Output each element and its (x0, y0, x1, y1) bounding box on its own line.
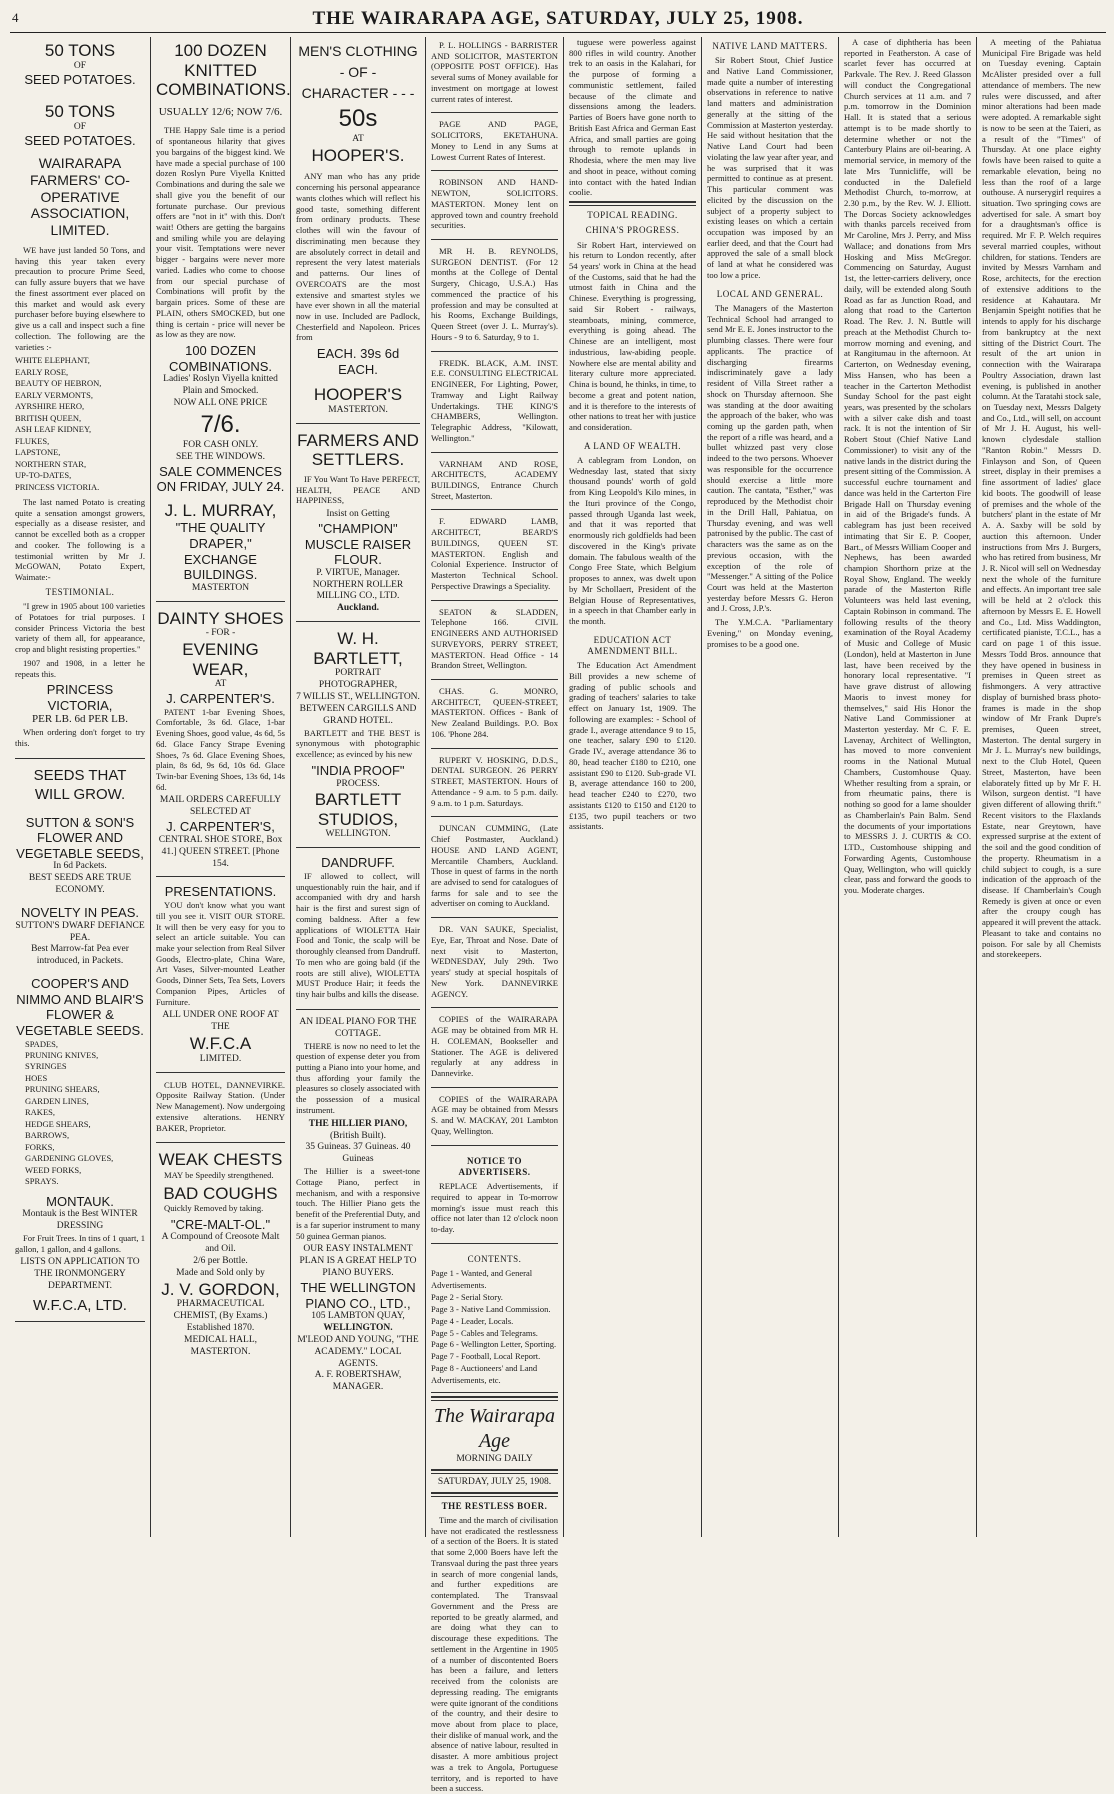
column-3 (290, 37, 425, 1537)
carpenters-name-2: J. CARPENTER'S, (166, 819, 275, 835)
all-under-one-roof: ALL UNDER ONE ROOF AT THE (162, 1010, 279, 1033)
tool-item: SYRINGES (25, 1061, 67, 1072)
medical-hall: MEDICAL HALL, MASTERTON. (184, 1335, 257, 1357)
india-process: PROCESS. (336, 778, 380, 789)
hoopers-name-2: HOOPER'S (313, 385, 403, 405)
presentations-headline: PRESENTATIONS. (164, 884, 277, 900)
leader-heading: THE RESTLESS BOER. (441, 1500, 548, 1511)
bartlett-address: 7 WILLIS ST., WELLINGTON. BETWEEN CARGILLS AND GRAND HOTEL. (296, 692, 420, 726)
column-4 (425, 37, 563, 1794)
professional-card (431, 1091, 558, 1146)
tool-item: PRUNING KNIVES, (25, 1050, 99, 1060)
columns (10, 37, 1106, 1794)
sale-price: 7/6. (200, 410, 241, 438)
quality-draper: "THE QUALITY DRAPER," EXCHANGE BUILDINGS. (175, 520, 266, 583)
contents-item: Page 4 - Leader, Locals. (431, 1315, 514, 1326)
column-1 (10, 37, 150, 1537)
lists-application: LISTS ON APPLICATION TO THE IRONMONGERY DEPARTMENT. (20, 1257, 140, 1292)
one-price: NOW ALL ONE PRICE (173, 398, 268, 409)
card-text: DR. VAN SAUKE, Specialist, Eye, Ear, Throat and Nose. Date of next visit to Masterton, WEDNESDAY, July 29th. Two years' study at special hospitals of New York. DANNEVIRKE AGENCY. (431, 924, 558, 999)
tool-item: SPADES, (25, 1038, 58, 1049)
shoe-list: PATENT 1-bar Evening Shoes, Comfortable, 3s 6d. Glace, 1-bar Evening Shoes, good value, 4s 6d, 5s 6d. Glace Fancy Strape Evening Shoes, 7s 6d. Glace Evening Shoes, plain, 8s 6d, 9s 6d, 10s 6d. Glace Twin-bar Evening Shoes, 13s 6d, 14s 6d. (156, 706, 285, 792)
princess-victoria-heading: PRINCESS VICTORIA, (46, 682, 114, 713)
card-text: COPIES of the WAIRARAPA AGE may be obtained from Messrs S. and W. MACKAY, 201 Lambton Quay, Wellington. (431, 1093, 558, 1136)
potato-sub-1: SEED POTATOES. (24, 72, 136, 88)
card-text: F. EDWARD LAMB, ARCHITECT, BEARD'S BUILDINGS, QUEEN ST. MASTERTON. English and Colonial Experience. Instructor of Masterton Technical School. Perspective Drawings a Speciality. (431, 516, 558, 591)
column-6 (701, 37, 838, 1537)
flour-town: Auckland. (337, 603, 379, 614)
sale-date: SALE COMMENCES ON FRIDAY, JULY 24. (156, 463, 285, 495)
variety-item: UP-TO-DATES, (15, 470, 72, 481)
overcoat-price: EACH. 39s 6d EACH. (316, 346, 400, 377)
hillier-british: (British Built). (330, 1130, 386, 1141)
potato-sub-2: SEED POTATOES. (24, 133, 136, 149)
suit-price: 50s (338, 105, 378, 132)
card-text: SEATON & SLADDEN, Telephone 166. CIVIL ENGINEERS AND AUTHORISED SURVEYORS, PERRY STREET, MASTERTON. Head Office - 14 Brandon Street, Wellington. (431, 606, 558, 671)
seeds-ad (15, 762, 145, 1322)
card-text: COPIES of the WAIRARAPA AGE may be obtained from MR H. H. COLEMAN, Bookseller and Stationer. The AGE is delivered regularly at any address in Dannevirke. (431, 1014, 558, 1079)
column-2 (150, 37, 290, 1537)
contents-item: Page 6 - Wellington Letter, Sporting. (431, 1339, 557, 1350)
piano-company: THE WELLINGTON PIANO CO., LTD., (300, 1279, 416, 1311)
page-title: THE WAIRARAPA AGE, SATURDAY, JULY 25, 1908. (312, 8, 804, 29)
potato-headline-1: 50 TONS (44, 41, 116, 60)
variety-item: ASH LEAF KIDNEY, (15, 424, 92, 435)
potato-headline-2: 50 TONS (44, 102, 116, 122)
education-text: The Education Act Amendment Bill provides a new scheme of grading of public schools and grading of teachers' salaries to take effect on January 1st, 1909. The following are examples: - School of grade I., average attendance 9 to 15, one teacher, salary £90 to £120. Grade IV., average attendance 36 to 80, head teacher £180 to £210, one assistant £90 to £120. Sub-grade VI. B, average attendance 160 to 200, head teacher £240 to £270, two assistants £120 to £150 and £120 to £135, two pupil teachers or two assistants. (569, 660, 696, 832)
flour-manager: P. VIRTUE, Manager. (316, 567, 400, 578)
tool-item: HOES (25, 1072, 48, 1083)
combinations-headline: COMBINATIONS. (156, 80, 291, 100)
association-name: WAIRARAPA FARMERS' CO-OPERATIVE ASSOCIATION, LIMITED. (30, 155, 130, 239)
presentations-ad (156, 880, 285, 1072)
cooper-heading: COOPER'S AND NIMMO AND BLAIR'S FLOWER & VEGETABLE SEEDS. (16, 976, 144, 1038)
contents-item: Page 8 - Auctioneers' and Land Advertisements, etc. (431, 1363, 538, 1386)
professional-card (431, 37, 558, 113)
hillier-name: THE HILLIER PIANO, (308, 1118, 408, 1129)
piano-body: THERE is now no need to let the question of expense deter you from putting a Piano into your home, and thus affording your family the pleasures so closely associated with the possession of a musical instrument. (296, 1040, 420, 1115)
contents-list (431, 1268, 558, 1387)
dandruff-body: IF allowed to collect, will unquestionably ruin the hair, and if accompanied with dry and harsh hair is the first and surest sign of coming baldness. After a few applications of WIOLETTA Hair Food and Tonic, the scalp will be thoroughly cleansed from Dandruff. To men who are going bald (if the roots are still alive), WIOLETTA MUST Produce Hair; it feeds the tiny hair bulbs and kills the disease. (296, 870, 420, 1000)
variety-item: PRINCESS VICTORIA. (15, 481, 100, 492)
contents-heading: CONTENTS. (467, 1253, 522, 1264)
professional-card (431, 604, 558, 680)
tool-item: GARDENING GLOVES, (25, 1153, 114, 1164)
potato-intro: WE have just landed 50 Tons, and having this year taken every precaution to procure Prime Seed, can fully assure buyers that we have the finest assortment ever placed on this market and would ask every purchaser before buying elsewhere to give us a call and inspect such a fine collection. The following are the varieties :- (15, 245, 145, 352)
murray-town: MASTERTON (191, 582, 250, 593)
variety-item: EARLY VERMONTS, (15, 389, 94, 400)
piano-town: WELLINGTON. (323, 1322, 393, 1333)
bartlett-name: W. H. BARTLETT, (313, 629, 403, 668)
weak-note: MAY be Speedily strengthened. (164, 1169, 274, 1180)
tool-item: GARDEN LINES, (25, 1095, 89, 1106)
for-label: - FOR - (205, 628, 236, 639)
ladies-viyella: Ladies' Roslyn Viyella knitted Plain and Smocked. (163, 374, 278, 397)
card-text: PAGE AND PAGE, SOLICITORS, EKETAHUNA. Money to Lend in any Sums at Lowest Current Rates of Interest. (431, 119, 558, 162)
northern-roller: NORTHERN ROLLER MILLING CO., LTD. (312, 579, 404, 602)
professional-card (431, 683, 558, 749)
central-shoe-store: CENTRAL SHOE STORE, Box 41.] QUEEN STREET. [Phone 154. (158, 834, 283, 869)
date-rule (431, 1469, 558, 1474)
variety-item: LAPSTONE, (15, 447, 61, 458)
carpenters-name: J. CARPENTER'S. (166, 691, 275, 707)
montauk-tins: For Fruit Trees. In tins of 1 quart, 1 gallon, 1 gallon, and 4 gallons. (15, 1232, 145, 1254)
morning-daily: MORNING DAILY (456, 1454, 533, 1465)
china-text: Sir Robert Hart, interviewed on his return to London recently, after 54 years' work in China at the head of the Customs, said that he had the utmost faith in China and the Chinese. Everything is progressing, said Sir Robert - railways, steamboats, mining, commerce, everything is going ahead. The Chinese are an intelligent, most industrious, law-abiding people. Nowhere else are mental ability and literary culture more appreciated. China is bound, he thinks, in time, to become a great and potent nation, and it is therefore to the interests of other nations to treat her with justice and consideration. (569, 239, 696, 432)
dainty-shoes-headline: DAINTY SHOES (157, 608, 284, 628)
card-text: P. L. HOLLINGS - BARRISTER AND SOLICITOR, MASTERTON (OPPOSITE POST OFFICE). Has several sums of Money available for investment on mortgage at lowest current rates of interest. (431, 40, 558, 104)
montauk-heading: MONTAUK. (46, 1193, 114, 1209)
bartlett-body: BARTLETT and THE BEST is synonymous with photographic excellence; as evinced by his new (296, 727, 420, 760)
professional-card (431, 355, 558, 453)
tool-item: HEDGE SHEARS, (25, 1118, 91, 1129)
flour-ad (296, 427, 420, 622)
hoopers-at: AT (352, 134, 364, 144)
easy-plan: OUR EASY INSTALMENT PLAN IS A GREAT HELP TO PIANO BUYERS. (299, 1244, 417, 1279)
club-hotel-text: CLUB HOTEL, DANNEVIRKE. Opposite Railway Station. (Under New Management). Now undergoing extensive alterations. HENRY BAKER, Proprietor. (156, 1079, 285, 1133)
marrow-pea: Best Marrow-fat Pea ever introduced, in Packets. (31, 944, 129, 967)
mens-clothing-headline: MEN'S CLOTHING - OF - CHARACTER - - - (298, 43, 418, 101)
made-sold: Made and Sold only by (176, 1268, 265, 1279)
column-7 (838, 37, 976, 1537)
paper-title: The Wairarapa Age (434, 1405, 555, 1453)
usual-price: USUALLY 12/6; NOW 7/6. (158, 105, 283, 118)
evening-wear: EVENING WEAR, (182, 640, 259, 679)
topical-rule (569, 201, 696, 206)
weak-chests: WEAK CHESTS (158, 1150, 283, 1170)
variety-item: EARLY ROSE, (15, 366, 69, 377)
dandruff-headline: DANDRUFF. (321, 855, 395, 871)
native-land-text: Sir Robert Stout, Chief Justice and Native Land Commissioner, made quite a number of interesting observations in reference to native land matters and administration generally at the sitting of the Commission at Masterton yesterday. He said without hesitation that the Native Land Court had been violating the law year after year, and he was surprised that it was permitted to continue as at present. This particular comment was elicited by the discussion on the subject of a property subject to existing leases on which a certain occupation was imposed by an earlier deed, and that the Court had approved the sale of a small block of land at what he considered was too low a price. (707, 55, 833, 280)
variety-item: BEAUTY OF HEBRON, (15, 378, 102, 389)
wealth-text: A cablegram from London, on Wednesday last, stated that sixty thousand pounds' worth of gold from King Leopold's Kilo mines, in the Ituri province of the Congo, passed through Uganda last week, and that it was reported that enormously rich goldfields had been discovered in the King's private domain. The fabulous wealth of the Congo Free State, which Belgium proposes to annex, was dwelt upon by Mr Schollaert, President of the Belgian House of Representatives, in a speech in that Chamber early in the month. (569, 454, 696, 626)
bad-note: Quickly Removed by taking. (164, 1203, 264, 1214)
variety-item: BRITISH QUEEN, (15, 412, 82, 423)
testimonial-heading: TESTIMONIAL. (45, 586, 115, 597)
wfca-name: W.F.C.A (189, 1034, 252, 1054)
potato-of-1: OF (73, 60, 87, 71)
professional-card (431, 752, 558, 818)
contents-item: Page 1 - Wanted, and General Advertisements. (431, 1268, 533, 1290)
local-general-text: The Managers of the Masterton Technical School had arranged to send Mr E. E. Jones instructor to the plumbing classes. There were four applicants. The practice of discharging firearms indiscriminately gave a lady resident of Villa Street rather a shock on Thursday afternoon. She was standing at the door awaiting the approach of the baker, who was coming up the garden path, when the report of a rifle was heard, and a bullet whizzed past very close indeed to the two persons. Whoever was responsible for the occurrence should exercise a little more caution. The cantata, "Esther," was reproduced by the Methodist choir in the Drill Hall, Pahiatua, on Thursday evening, and was well patronised by the public. The cast of characters was the same as on the previous occasion, with the exception of the role of "Messenger." A sitting of the Police Court was held at the Masterton yesterday before Messrs G. Heron and J. Cross, J.P.'s. (707, 302, 833, 614)
princess-victoria-price: PER LB. 6d PER LB. (32, 713, 128, 726)
variety-item: FLUKES, (15, 435, 50, 446)
flour-want: IF You Want To Have PERFECT, HEALTH, PEACE AND HAPPINESS, (296, 473, 420, 506)
bad-coughs: BAD COUGHS (163, 1183, 278, 1203)
masthead (10, 6, 1106, 33)
piano-ad (296, 1013, 420, 1400)
see-windows: SEE THE WINDOWS. (175, 451, 266, 462)
professional-cards (431, 37, 558, 1146)
leader-continued: tuguese were powerless against 800 rifles in wild country. Another trek to an oasis in the Kalahari, for the purpose of forming a communistic settlement, failed because of the climate and dissensions among the leaders. Parties of Boers have gone north to British East Africa and German East Africa, and small parties are going through to remote uplands in Rhodesia, where the men may live and shoot in peace, without coming into contact with the hated Indian coolie. (569, 37, 696, 198)
china-heading: CHINA'S PROGRESS. (585, 225, 680, 236)
professional-card (431, 243, 558, 352)
bartlett-ad (296, 625, 420, 848)
hoopers-name: HOOPER'S. (311, 145, 405, 165)
card-text: DUNCAN CUMMING, (Late Chief Postmaster, Auckland.) HOUSE AND LAND AGENT, Mercantile Chambers, Auckland. Those in quest of farms in the north are advised to send for catalogues of farms for sale and to see the advertiser on coming to Auckland. (431, 823, 558, 909)
contents-item: Page 3 - Native Land Commission. (431, 1303, 551, 1314)
champion-flour: "CHAMPION" MUSCLE RAISER FLOUR. (304, 520, 412, 568)
professional-card (431, 921, 558, 1008)
gordon-chemist: PHARMACEUTICAL CHEMIST, (By Exams.) Established 1870. (173, 1299, 268, 1334)
tool-item: BARROWS, (25, 1130, 70, 1141)
cash-only: FOR CASH ONLY. (182, 439, 259, 450)
tool-item: FORKS, (25, 1141, 55, 1152)
cremaltol-price: 2/6 per Bottle. (193, 1256, 248, 1267)
column-5 (563, 37, 701, 1537)
wealth-heading: A LAND OF WEALTH. (583, 440, 681, 451)
hillier-prices: 35 Guineas. 37 Guineas. 40 Guineas (305, 1142, 411, 1165)
knitted-headline: KNITTED (184, 60, 257, 80)
education-heading: EDUCATION ACT AMENDMENT BILL. (587, 634, 678, 656)
sutton-heading: SUTTON & SON'S FLOWER AND VEGETABLE SEEDS, (16, 814, 144, 861)
professional-card (431, 1011, 558, 1087)
hoopers-body: ANY man who has any pride concerning his personal appearance wants clothes which will reflect his good taste, something different from ordinary products. These clothes will win the favour of discriminating men because they are absolutely correct in detail and represent the very latest materials and patterns. Our lines of OVERCOATS are the most extensive and smartest styles we have ever shown in all the material now in use. Included are Padlock, Chesterfield and Napoleon. Prices from (296, 171, 420, 343)
dozen-headline: 100 DOZEN (174, 41, 267, 60)
cremaltol-compound: A Compound of Creosote Malt and Oil. (161, 1232, 280, 1255)
page-number: 4 (12, 10, 19, 25)
combinations-ad (156, 37, 291, 602)
bartlett-town: WELLINGTON. (325, 829, 391, 840)
potato-of-2: OF (73, 121, 87, 132)
native-land-heading: NATIVE LAND MATTERS. (712, 41, 828, 51)
notice-advertisers (431, 1149, 558, 1244)
wfca-limited: LIMITED. (199, 1053, 242, 1064)
tool-item: SPRAYS. (25, 1176, 59, 1187)
flour-insist: Insist on Getting (326, 509, 390, 520)
portrait-photographer: PORTRAIT PHOTOGRAPHER, (318, 668, 398, 691)
variety-item: NORTHERN STAR, (15, 458, 87, 469)
best-seeds: BEST SEEDS ARE TRUE ECONOMY. (28, 873, 132, 896)
variety-item: AYRSHIRE HERO, (15, 401, 85, 412)
dainty-shoes-ad (156, 605, 285, 878)
tools-list (15, 1039, 145, 1188)
variety-item: WHITE ELEPHANT, (15, 355, 90, 366)
last-named-text: The last named Potato is creating quite a sensation amongst growers, especially as a disease resister, and cannot be excelled both as a cropper and cooker. The following is a testimonial written by Mr J. McGOWAN, Potato Expert, Waimate:- (15, 496, 145, 583)
order-note: When ordering don't forget to try this. (15, 727, 145, 748)
seed-potatoes-ad (15, 37, 145, 759)
hoopers-ad (296, 37, 420, 424)
presentations-body: YOU don't know what you want till you see it. VISIT OUR STORE. It will then be very easy for you to select an article suitable. You can make your selection from Real Silver Goods, Electro-plate, China Ware, Art Vases, Silver-mounted Leather Goods, Dinner Sets, Tea Sets, Lovers Companion Pipes, Articles of Furniture. (156, 900, 285, 1007)
bartlett-studios: BARTLETT STUDIOS, (314, 790, 402, 829)
sutton-packets: In 6d Packets. (53, 861, 107, 872)
piano-agents: M'LEOD AND YOUNG, "THE ACADEMY." LOCAL AGENTS. (297, 1334, 419, 1369)
dandruff-ad (296, 851, 420, 1009)
seeds-headline: SEEDS THAT WILL GROW. (33, 766, 127, 804)
leader-text: Time and the march of civilisation have not eradicated the restlessness of a section of the Boers. It is stated that some 2,000 Boers have left the Transvaal during the past three years in search of more congenial lands, and further expeditions are contemplated. The Transvaal Government and the Press are reported to be greatly alarmed, and are doing what they can to discourage these expeditions. The settlement in the Argentine in 1905 of a number of discontented Boers has been a failure, and letters received from the colonists are depressing reading. The emigrants were quite ignorant of the conditions of the country, and their desire to move about from place to place, their dislike of manual work, and the absence of native labour, resulted in disaster. A more ambitious project was a trek to Angola, Portuguese territory, and is reported to have been a success. (431, 1515, 558, 1794)
farmers-settlers: FARMERS AND SETTLERS. (297, 430, 419, 470)
topical-heading: TOPICAL READING. (587, 210, 678, 221)
at-label: AT (214, 679, 227, 690)
letter-note: 1907 and 1908, in a letter he repeats this. (15, 657, 145, 679)
contents-item: Page 2 - Serial Story. (431, 1291, 503, 1302)
card-text: ROBINSON AND HAND-NEWTON, SOLICITORS. MASTERTON. Money lent on approved town and country freehold securities. (431, 177, 558, 231)
contents-box (431, 1247, 558, 1393)
local-items-text: A case of diphtheria has been reported in Featherston. A case of scarlet fever has occurred at Parkvale. The Rev. J. Reed Glasson will conduct the Congregational Church services at 11 a.m. and 7 p.m. tomorrow in the Dominion Hall. It is stated that a serious attempt is to be made shortly to determine whether or not the Canterbury Plains are oil-bearing. A memorial service, in memory of the late Mrs Tunnicliffe, will be conducted in the Dalefield Methodist Church, to-morrow, at 2.30 p.m., by the Rev. W. J. Elliott. The Dorcas Society acknowledges with thanks parcels received from Mr Caroline, Mrs J. Perry, and Miss Wallace; and donations from Mrs Hosking and Miss McGregor. Commencing on Saturday, August 1st, the letter-carriers delivery, once daily, will be extended along South Road as far as Junction Road, and along that road to the Carterton Road. The Rev. J. N. Buttle will preach at the Methodist Church to-morrow morning and evening, and at Rangitumau in the afternoon. At Carterton, on Wednesday evening, Miss Hansen, who has been a teacher in the Carterton Methodist Sunday School for the past eight years, was presented by the scholars with a silver cake dish and toast rack. It is not the intention of Sir Robert Stout (Chief Native Land Commissioner) to visit any of the native lands in the district during the present sitting of the Commission. A successful euchre tournament and dance was held in the Carterton Fire Brigade Hall on Thursday evening in aid of the Brigade's funds. A cablegram has just been received intimating that Sir E. P. Cooper, Bart., of Messrs William Cooper and Nephews, has been awarded champion Shorthorn prize at the Royal Show, England. The weekly parade of the Masterton Rifle Volunteers was held last evening, Captain Robinson in command. The following results of the theory examination of the Royal Academy of Music and College of Music (London), held at Masterton in June last, have been received by the honorary local representative. "I have grave distrust of allowing Maoris to invest money for themselves," said His Honor the Native Land Commissioner at Masterton yesterday. Mr C. F. E. Lavenay, Architect of Wellington, has moved to more convenient rooms in the National Mutual Chambers, Customhouse Quay. Whether resulting from a sprain, or from rheumatic pains, there is nothing so good for a lame shoulder as Chamberlain's Pain Balm. Send the documents of your importations to MESSRS J. J. CURTIS & CO. LTD., Customhouse shipping and Forwarding Agents, Customhouse Quay, Wellington, who will quickly clear, pass and forward the goods to you. Moderate charges. (844, 37, 971, 896)
card-text: CHAS. G. MONRO, ARCHITECT, QUEEN-STREET, MASTERTON. Offices - Bank of New Zealand Buildings. P.O. Box 106. 'Phone 284. (431, 685, 558, 739)
variety-list (15, 355, 145, 493)
notice-heading: NOTICE TO ADVERTISERS. (458, 1155, 531, 1177)
issue-date: SATURDAY, JULY 25, 1908. (437, 1476, 552, 1487)
notice-text: REPLACE Advertisements, if required to appear in To-morrow morning's issue must reach this office not later than 12 o'clock noon to-day. (431, 1181, 558, 1235)
card-text: VARNHAM AND ROSE, ARCHITECTS, ACADEMY BUILDINGS, Entrance Church Street, Masterton. (431, 458, 558, 501)
gordon-name: J. V. GORDON, (161, 1279, 280, 1299)
title-rule (431, 1396, 558, 1401)
hoopers-town: MASTERTON. (328, 404, 388, 415)
professional-card (431, 456, 558, 511)
tool-item: RAKES, (25, 1107, 55, 1118)
club-hotel-ad (156, 1076, 285, 1144)
tool-item: PRUNING SHEARS, (25, 1084, 100, 1095)
india-proof: "INDIA PROOF" (311, 762, 405, 778)
murray-name: J. L. MURRAY, (164, 500, 277, 520)
mail-orders: MAIL ORDERS CAREFULLY SELECTED AT (159, 795, 282, 818)
local-general-heading: LOCAL AND GENERAL. (716, 288, 824, 299)
professional-card (431, 513, 558, 600)
cremaltol-name: "CRE-MALT-OL." (170, 1216, 271, 1232)
hillier-body: The Hillier is a sweet-tone Cottage Piano, perfect in mechanism, and with a responsive touch. The Hillier Piano gets the benefit of the Preferential Duty, and is a far superior instrument to many 50 guinea German pianos. (296, 1166, 420, 1241)
combinations-body: THE Happy Sale time is a period of spontaneous hilarity that gives you bargains of the biggest kind. We have made a special purchase of 100 dozen Roslyn Pure Viyella Knitted Combinations and during the sale we shall give you the benefit of our fortunate purchase. Our previous offers are "not in it" with this. Don't wait! Others are getting the bargains and smiling while you are delaying your visit. Temptations were never bigger - bargains were never more varied. Ladies who come to choose from our special purchase of Combinations will profit by the bargain prices. Some of these are PLAIN, others SMOCKED, but one thing is certain - price will never be as low as they are now. (156, 125, 285, 340)
montauk-note: Montauk is the Best WINTER DRESSING (22, 1209, 138, 1232)
cremaltol-ad (156, 1146, 285, 1365)
wfca-signature: W.F.C.A, LTD. (33, 1297, 127, 1315)
local-items-text-2: A meeting of the Pahiatua Municipal Fire Brigade was held on Tuesday evening. Captain McAlister presided over a full attendance of members. The new rules were discussed, and after minor alterations had been made were adopted. A remarkable sight is now to be seen at the Taieri, as a result of the "Times" of Thursday. At one place eighty fowls have been raised to quite a remarkable elevation, being no less than the roof of a large outhouse. A nurserygirl requires a situation. Two springing cows are advertised for sale. A smart boy for a draughtsman's office is required. Mr F. P. Welch requires several married couples, without children, for stations. Tenders are invited by Messrs Varnham and Rose, architects, for the erection of extensive additions to the residence at Kahautara. Mr Benjamin Speight notifies that he intends to apply for his discharge from bankruptcy at the next sitting of the District Court. The result of the art union in connection with the Wairarapa Poultry Association, drawn last evening, is published in another column. At the Taratahi stock sale, on Tuesday next, Messrs Dalgety and Co., Ltd., will sell, on account of Mr J. H. August, his well-known clydesdale stallion "Ranton Robin." Messrs D. Finlayson and Son, of Queen street, display in their premises a fine assortment of ladies' glace kid boots. The goodwill of lease of premises and the whole of the butchers' plant in the estate of Mr A. A. Saxby will be sold by auction this afternoon. Under instructions from Mrs J. Burgers, who has retired from business, Mr J. R. Nicol will sell on Wednesday next the whole of the furniture and effects. An important tree sale will be held at 2 o'clock this afternoon by Messrs E. E. Howell and Co., Ltd. Miss Waddington, certificated pianiste, T.C.L., has a card on page 1 of this issue. Messrs Todd Bros. announce that they have opened in business in premises in Queen street as fishmongers. A very attractive display of burnished brass photo-frames is made in the shop window of Mr Frank Dupre's premises, Queen street, Masterton. The dental surgery in Mr J. L. Murray's new buildings, next to the Club Hotel, Queen Street, Masterton, have been elaborately fitted up by Mr F. H. Wilson, surgeon dentist. "I have given different of allowing thrift." Recent visitors to the Flaxlands Estate, near Greytown, have expressed surprise at the extent of the soil and the good condition of the property. Rheumatism in a child subject to cough, is a sure indication of the approach of the disease. If Chamberlain's Cough Remedy is given at once or even after the croupy cough has appeared it will prevent the attack. Pleasant to take and contains no poison. For sale by all Chemists and storekeepers. (982, 37, 1101, 960)
ymca-text: The Y.M.C.A. "Parliamentary Evening," on Monday evening, promises to be a good one. (707, 617, 833, 649)
novelty-peas: NOVELTY IN PEAS. (20, 905, 139, 921)
professional-card (431, 820, 558, 918)
contents-item: Page 7 - Football, Local Report. (431, 1351, 541, 1362)
professional-card (431, 174, 558, 240)
piano-headline: AN IDEAL PIANO FOR THE COTTAGE. (299, 1016, 417, 1039)
professional-card (431, 116, 558, 171)
card-text: RUPERT V. HOSKING, D.D.S., DENTAL SURGEON. 26 PERRY STREET, MASTERTON. Hours of Attendance - 9 a.m. to 5 p.m. daily. 9 a.m. to 1 p.m. Saturdays. (431, 754, 558, 808)
dwarf-defiance: SUTTON'S DWARF DEFIANCE PEA. (15, 920, 145, 943)
tool-item: WEED FORKS, (25, 1164, 82, 1175)
piano-manager: A. F. ROBERTSHAW, MANAGER. (314, 1370, 402, 1393)
column-8 (976, 37, 1106, 1537)
contents-item: Page 5 - Cables and Telegrams. (431, 1327, 538, 1338)
leader-rule (431, 1492, 558, 1497)
combinations-headline-2: 100 DOZEN COMBINATIONS. (168, 343, 273, 374)
card-text: MR H. B. REYNOLDS, SURGEON DENTIST. (For 12 months at the College of Dental Surgery, Chicago, U.S.A.) Has commenced the practice of his profession and may be consulted at his Rooms, Exchange Buildings, Queen Street (over J. L. Murray's). Hours - 9 to 6. Saturday, 9 to 1. (431, 246, 558, 342)
piano-address: 105 LAMBTON QUAY, (311, 1311, 405, 1322)
card-text: FREDK. BLACK, A.M. INST. E.E. CONSULTING ELECTRICAL ENGINEER, For Lighting, Power, Tramway and Light Railway Undertakings. THE KING'S CHAMBERS, Wellington. Telegraphic Address, "Kilowatt, Wellington." (431, 357, 558, 443)
testimonial-text: "I grew in 1905 about 100 varieties of Potatoes for trial purposes. I consider Princess Victoria the best variety of them all, for appearance, crop and blight resisting properties." (15, 601, 145, 655)
